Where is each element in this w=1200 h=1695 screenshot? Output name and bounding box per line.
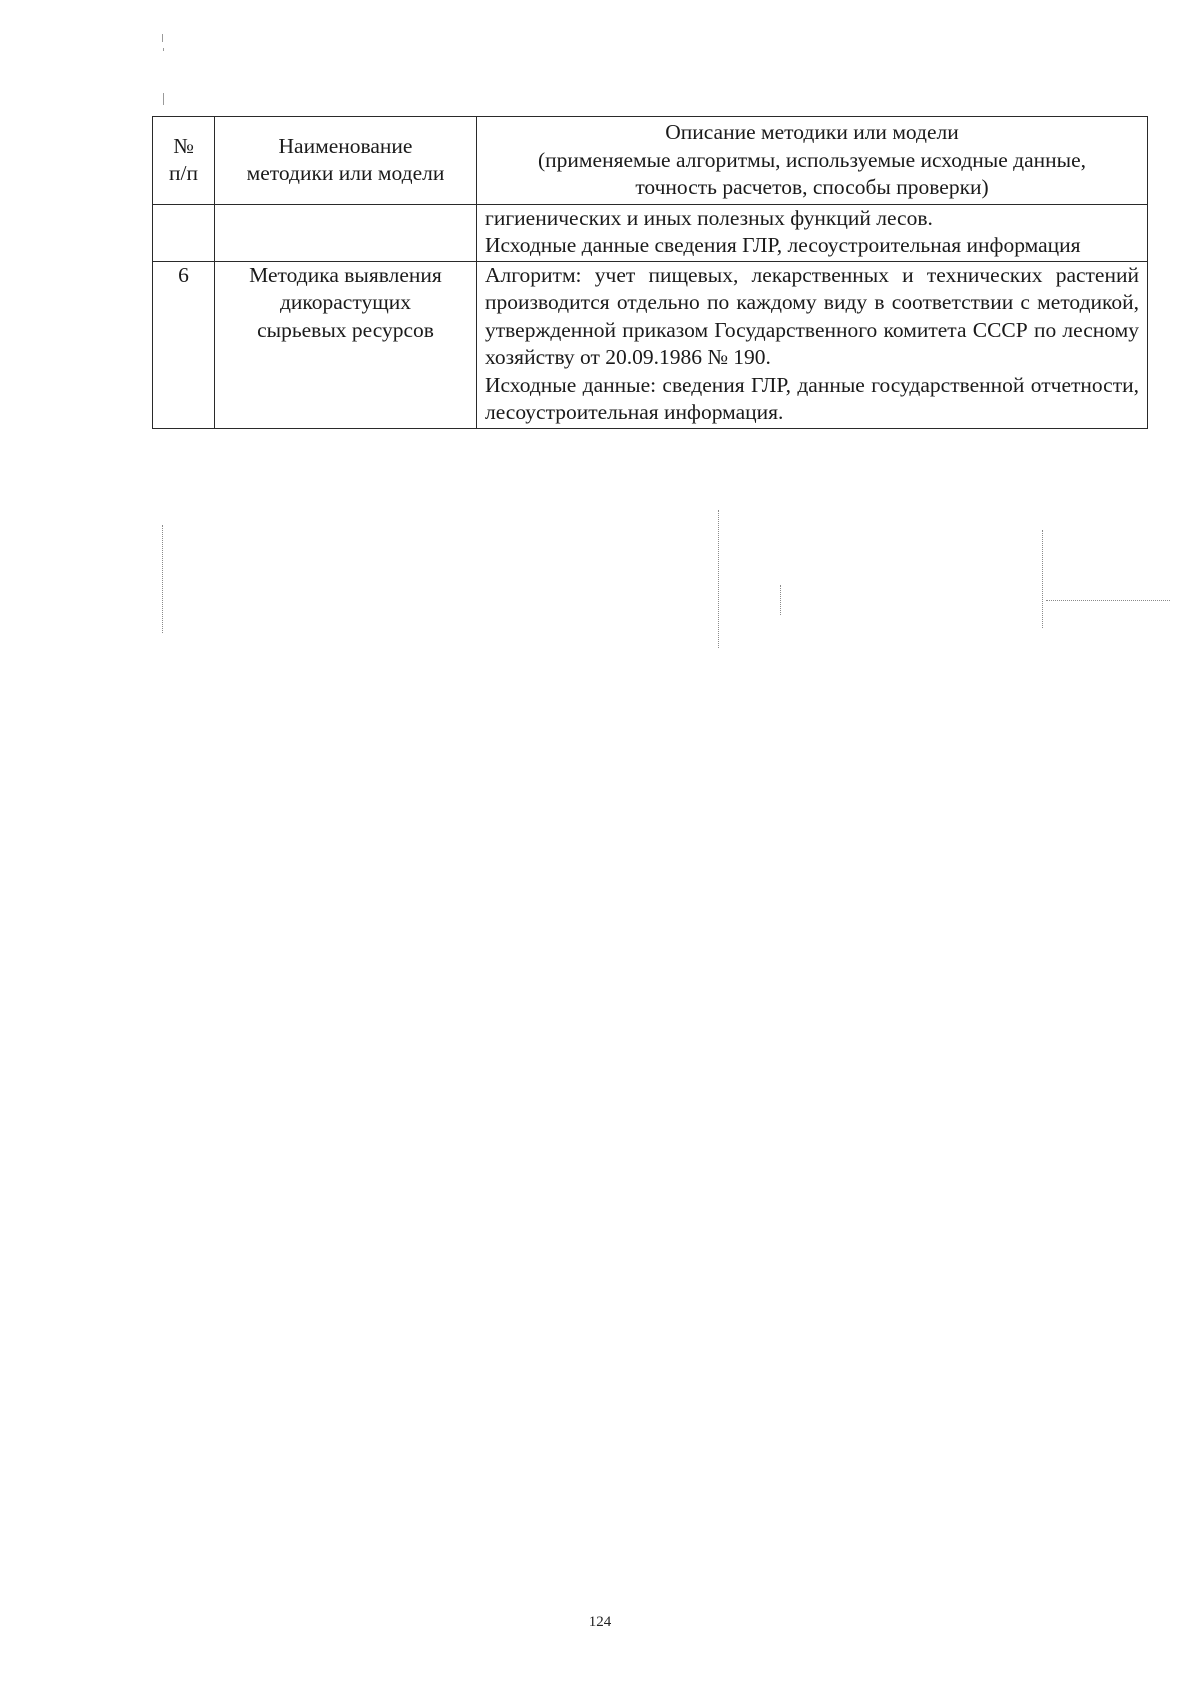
header-number-line: п/п — [169, 161, 198, 186]
page-number: 124 — [588, 1614, 612, 1630]
row-number: 6 — [153, 261, 215, 428]
header-name-line: методики или модели — [246, 161, 445, 186]
method-name-line: дикорастущих — [279, 290, 412, 314]
scan-artifact — [162, 34, 163, 42]
row-number — [153, 204, 215, 261]
header-description-line: Описание методики или модели — [665, 120, 959, 144]
methods-table — [152, 116, 1148, 429]
method-name-line: Методика выявления — [249, 262, 442, 287]
description-paragraph: гигиенических и иных полезных функций лесов. — [485, 205, 933, 230]
description-paragraph: Исходные данные: сведения ГЛР, данные государственной отчетности, лесоустроительная информация. — [485, 372, 1139, 424]
description-paragraph: Исходные данные сведения ГЛР, лесоустроительная информация — [485, 233, 1081, 257]
table-header-row — [153, 117, 1148, 205]
table-row — [153, 261, 1148, 428]
row-description — [477, 261, 1148, 428]
header-number — [153, 117, 215, 205]
scan-artifact — [718, 510, 720, 648]
header-number-line: № — [173, 133, 194, 158]
header-name-line: Наименование — [278, 133, 413, 158]
table-row — [153, 204, 1148, 261]
header-description — [477, 117, 1148, 205]
header-description-line: точность расчетов, способы проверки) — [635, 175, 989, 199]
method-name-line: сырьевых ресурсов — [257, 317, 434, 342]
scan-artifact — [1046, 600, 1170, 602]
header-description-line: (применяемые алгоритмы, используемые исходные данные, — [538, 147, 1086, 172]
scan-artifact — [162, 525, 164, 633]
scan-artifact — [1042, 530, 1044, 628]
row-description — [477, 204, 1148, 261]
description-paragraph: Алгоритм: учет пищевых, лекарственных и технических растений производится отдельно по каждому виду в соответствии с методикой, утвержденной приказом Государственного комитета СССР по лесному хозяйству от 20.09.1986 № 190. — [485, 262, 1139, 369]
scan-artifact — [163, 48, 164, 51]
row-method-name — [215, 261, 477, 428]
row-method-name — [215, 204, 477, 261]
scan-artifact — [163, 93, 164, 105]
header-name — [215, 117, 477, 205]
scan-artifact — [780, 585, 782, 615]
